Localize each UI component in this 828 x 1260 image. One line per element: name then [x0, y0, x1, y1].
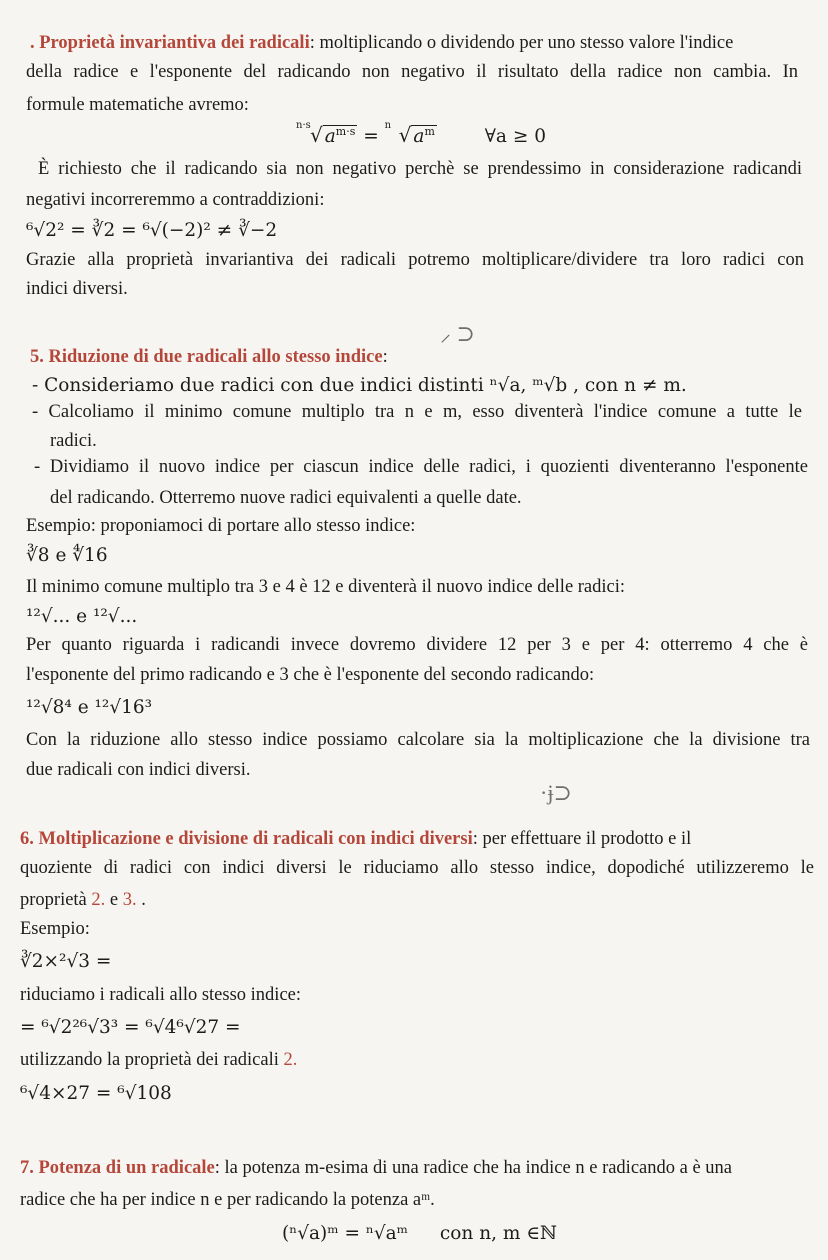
- sec6-use-line: [20, 1048, 810, 1072]
- formula-condition: ∀a ≥ 0: [484, 126, 546, 148]
- formula-right-radicand: a: [413, 126, 425, 148]
- sec6-heading: 6. Moltiplicazione e divisione di radicali con indici diversi: [20, 829, 473, 849]
- sec7-formula-condition: con n, m ∈ℕ: [439, 1223, 557, 1244]
- sec6-ref-3[interactable]: 3.: [122, 890, 137, 910]
- sec6-intro-text-b: e: [105, 890, 123, 910]
- sec5-example-intro: Esempio: proponiamoci di portare allo stesso indice:: [26, 516, 416, 536]
- sec4-contradiction: ⁶√2² = ∛2 = ⁶√(−2)² ≠ ∛−2: [26, 220, 278, 241]
- sec4-formula: [296, 120, 810, 149]
- pen-mark-1: ⸝ ⊃: [440, 321, 475, 346]
- sec6-expr1: ∛2×²√3 =: [20, 951, 112, 972]
- formula-right-exponent: m: [424, 125, 435, 138]
- sec6-example-label: Esempio:: [20, 919, 90, 939]
- sec7-heading: 7. Potenza di un radicale: [20, 1158, 215, 1178]
- sec7-line1: [20, 1156, 810, 1180]
- sec4-heading: . Proprietà invariantiva dei radicali: [30, 33, 310, 53]
- formula-equals: =: [363, 126, 379, 148]
- sec5-heading-colon: :: [382, 347, 388, 367]
- sec7-intro-line2: radice che ha per indice n e per radicando la potenza aᵐ.: [20, 1190, 435, 1210]
- sec5-heading: 5. Riduzione di due radicali allo stesso indice: [30, 347, 383, 367]
- sec7-formula: (ⁿ√a)ᵐ = ⁿ√aᵐ: [282, 1223, 409, 1244]
- formula-left-exponent: m·s: [335, 125, 356, 138]
- sec5-bullet2-line1: - Calcoliamo il minimo comune multiplo tra n e m, esso diventerà l'indice comune a tutte le: [32, 402, 802, 422]
- sec4-outro-line2: indici diversi.: [26, 279, 128, 299]
- sec6-intro-part1: : per effettuare il prodotto e il: [472, 829, 692, 849]
- sec5-conclusion-line1: Con la riduzione allo stesso indice possiamo calcolare sia la moltiplicazione che la divisione tra: [26, 730, 810, 750]
- sec4-line1: [30, 31, 810, 55]
- sec6-ref-2[interactable]: 2.: [91, 890, 106, 910]
- pen-mark-2: ·ɉ⊃: [540, 780, 572, 805]
- sec5-placeholder-expr: ¹²√... e ¹²√...: [26, 606, 138, 627]
- sec6-reduce-text: riduciamo i radicali allo stesso indice:: [20, 985, 302, 1005]
- sec5-bullet1: - Consideriamo due radici con due indici distinti ⁿ√a, ᵐ√b , con n ≠ m.: [32, 375, 687, 396]
- sec4-intro-line2: della radice e l'esponente del radicando non negativo il risultato della radice non cambia. In: [26, 62, 798, 82]
- sec7-intro-part1: : la potenza m-esima di una radice che ha indice n e radicando a è una: [214, 1158, 733, 1178]
- sec6-intro-text-a: proprietà: [20, 890, 92, 910]
- sec6-intro-line3: [20, 888, 810, 912]
- sec6-expr2: = ⁶√2²⁶√3³ = ⁶√4⁶√27 =: [20, 1017, 241, 1038]
- sec6-use-ref-2[interactable]: 2.: [283, 1050, 298, 1070]
- sec4-note-line2: negativi incorreremmo a contraddizioni:: [26, 190, 325, 210]
- sec5-conclusion-line2: due radicali con indici diversi.: [26, 760, 251, 780]
- radical-right: n √ $a^m$: [385, 120, 437, 149]
- sec4-intro-line3: formule matematiche avremo:: [26, 95, 249, 115]
- sec6-intro-line2: quoziente di radici con indici diversi le riduciamo allo stesso indice, dopodiché utilizzeremo le: [20, 858, 814, 878]
- sec6-use-text: utilizzando la proprietà dei radicali: [20, 1050, 284, 1070]
- sec5-div-line1: Per quanto riguarda i radicandi invece dovremo dividere 12 per 3 e per 4: otterremo 4 che è: [26, 635, 808, 655]
- sec5-bullet2-line2: radici.: [50, 431, 97, 451]
- sec5-result-expr: ¹²√8⁴ e ¹²√16³: [26, 697, 153, 718]
- sec5-bullet3-line1: - Dividiamo il nuovo indice per ciascun indice delle radici, i quozienti diventeranno l'esponente: [34, 457, 808, 477]
- sec5-mcm-text: Il minimo comune multiplo tra 3 e 4 è 12 e diventerà il nuovo indice delle radici:: [26, 577, 626, 597]
- sec6-line1: [20, 827, 810, 851]
- formula-left-radicand: a: [324, 126, 336, 148]
- sec6-intro-text-c: .: [136, 890, 146, 910]
- sec5-heading-line: [30, 345, 810, 369]
- sec4-note-line1: È richiesto che il radicando sia non negativo perchè se prendessimo in considerazione radicandi: [38, 159, 802, 179]
- sec5-example-expr: ∛8 e ∜16: [26, 545, 108, 566]
- sec6-expr3: ⁶√4×27 = ⁶√108: [20, 1083, 172, 1104]
- sec4-intro-part1: : moltiplicando o dividendo per uno stesso valore l'indice: [309, 33, 734, 53]
- sec5-bullet3-line2: del radicando. Otterremo nuove radici equivalenti a quelle date.: [50, 488, 522, 508]
- formula-right-index: n: [384, 120, 392, 131]
- formula-left-index: n·s: [296, 120, 311, 131]
- sec5-div-line2: l'esponente del primo radicando e 3 che è l'esponente del secondo radicando:: [26, 665, 595, 685]
- radical-left: n·s √ $a^{m\cdot s}$: [296, 120, 357, 149]
- sec7-formula-line: [282, 1222, 810, 1246]
- sec4-outro-line1: Grazie alla proprietà invariantiva dei radicali potremo moltiplicare/dividere tra loro radici con: [26, 250, 804, 270]
